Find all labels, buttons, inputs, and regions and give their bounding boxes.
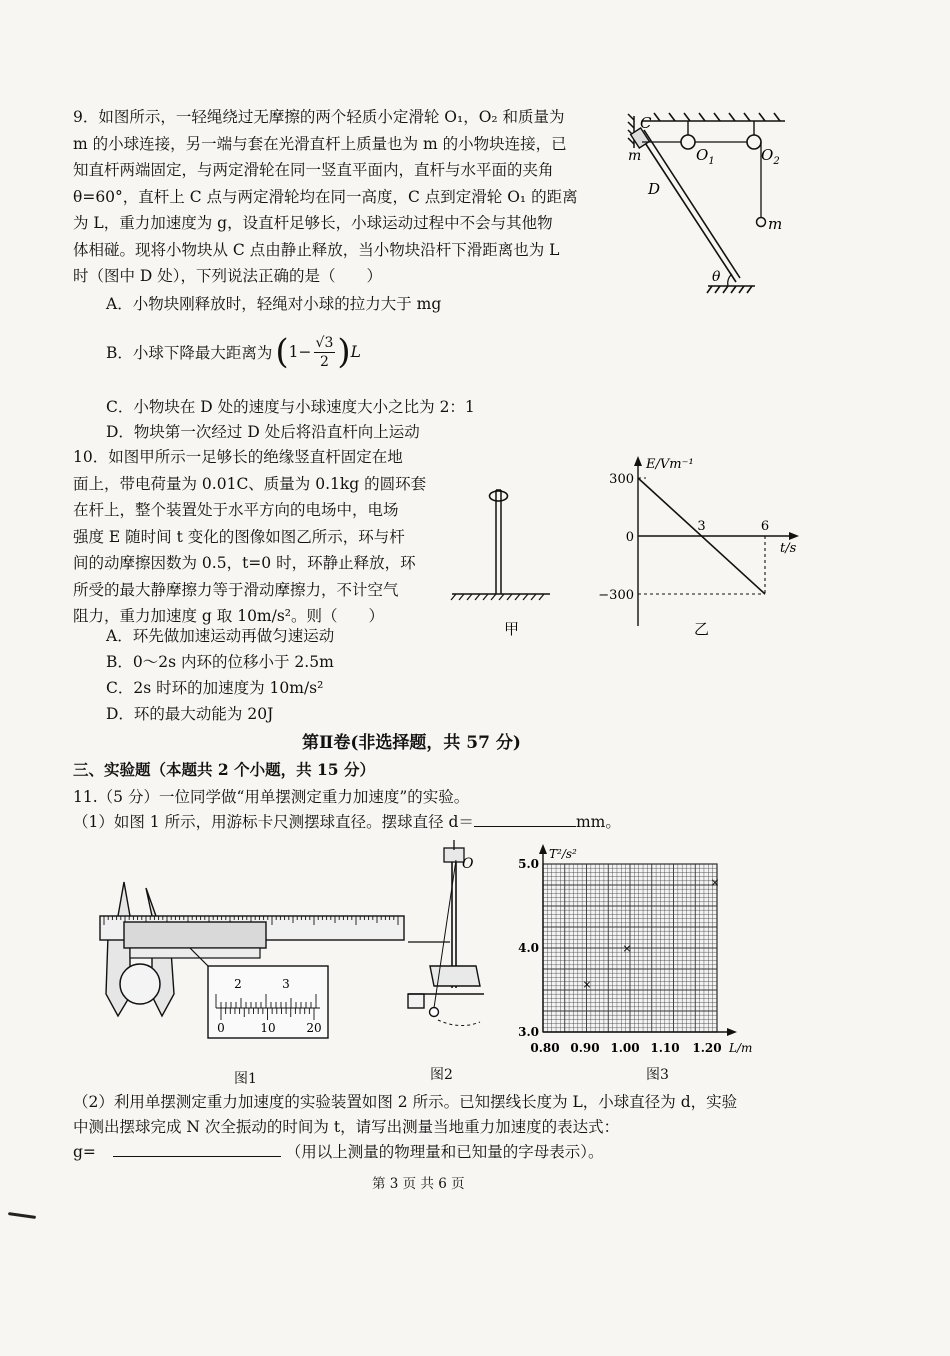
ring bbox=[490, 491, 508, 501]
label-o: O bbox=[462, 856, 474, 872]
ytick-label: 0 bbox=[625, 530, 634, 545]
xtick-label: 6 bbox=[760, 519, 770, 534]
q10-fig-jia bbox=[450, 462, 560, 642]
q10-line: 所受的最大静摩擦力等于滑动摩擦力，不计空气 bbox=[73, 580, 399, 599]
q10-option-a: A．环先做加速运动再做匀速运动 bbox=[106, 627, 335, 645]
y-axis-arrow bbox=[634, 456, 642, 466]
q9-option-b-fraction bbox=[314, 334, 336, 371]
q10-fig-yi-chart bbox=[590, 448, 810, 648]
q9-option-d: D．物块第一次经过 D 处后将沿直杆向上运动 bbox=[106, 423, 420, 441]
xtick-label: 1.10 bbox=[650, 1041, 680, 1055]
q9-option-b-suffix: L bbox=[350, 343, 361, 361]
q10-line: 阻力，重力加速度 g 取 10m/s²。则（ ） bbox=[73, 607, 385, 625]
ytick-label: 4.0 bbox=[518, 941, 539, 955]
q11-part1-text: （1）如图 1 所示，用游标卡尺测摆球直径。摆球直径 d＝ bbox=[73, 813, 474, 831]
ytick-label: −300 bbox=[598, 588, 634, 603]
hanging-ball bbox=[757, 218, 766, 227]
xtick-label: 3 bbox=[697, 519, 706, 534]
q11-part1 bbox=[73, 810, 621, 832]
q10-line: 面上，带电荷量为 0.01C、质量为 0.1kg 的圆环套 bbox=[73, 474, 427, 493]
q9-line: 9．如图所示，一轻绳绕过无摩擦的两个轻质小定滑轮 O₁，O₂ 和质量为 bbox=[73, 108, 565, 126]
q9-option-b-num: √3 bbox=[315, 334, 334, 351]
label-o1: $O_1$ bbox=[696, 146, 715, 167]
q9-text bbox=[73, 104, 613, 290]
q9-line: 知直杆两端固定，与两定滑轮在同一竖直平面内，直杆与水平面的夹角 bbox=[73, 161, 554, 179]
scan-mark bbox=[8, 1212, 36, 1219]
ground bbox=[707, 286, 755, 293]
zoom-vernier-label: 20 bbox=[306, 1021, 322, 1035]
q10-option-c: C．2s 时环的加速度为 10m/s² bbox=[106, 679, 324, 697]
g-suffix: （用以上测量的物理量和已知量的字母表示）。 bbox=[285, 1143, 604, 1161]
label-m-block: m bbox=[628, 148, 642, 164]
xtick-label: 1.20 bbox=[692, 1041, 722, 1055]
q11-part2-line1: （2）利用单摆测定重力加速度的实验装置如图 2 所示。已知摆线长度为 L，小球直径为 d，实验 bbox=[73, 1093, 738, 1111]
q9-option-b-prefix: B．小球下降最大距离为 bbox=[106, 344, 273, 362]
answer-blank-g[interactable] bbox=[113, 1156, 281, 1157]
q10-option-b: B．0～2s 内环的位移小于 2.5m bbox=[106, 653, 334, 671]
q9-option-a: A．小物块刚释放时，轻绳对小球的拉力大于 mg bbox=[106, 295, 442, 313]
q9-line: m 的小球连接，另一端与套在光滑直杆上质量也为 m 的小物块连接，已 bbox=[73, 134, 567, 153]
fig1-label: 图1 bbox=[234, 1071, 257, 1087]
label-c: C bbox=[640, 114, 652, 132]
g-label: g= bbox=[73, 1143, 96, 1161]
xlabel: t/s bbox=[780, 541, 797, 556]
data-point: × bbox=[582, 978, 592, 991]
q11-part2-answer bbox=[73, 1140, 604, 1162]
q9-line: 时（图中 D 处），下列说法正确的是（ ） bbox=[73, 267, 383, 285]
fig3-graph bbox=[505, 838, 775, 1058]
ytick-label: 300 bbox=[609, 472, 634, 487]
y-axis-arrow bbox=[539, 844, 547, 854]
q10-option-d: D．环的最大动能为 20J bbox=[106, 705, 274, 723]
label-o2: $O_2$ bbox=[761, 146, 780, 167]
caliper-vernier bbox=[124, 922, 266, 948]
pulley-o2 bbox=[747, 135, 761, 149]
q9-option-c: C．小物块在 D 处的速度与小球速度大小之比为 2：1 bbox=[106, 398, 475, 416]
q9-line: θ=60°，直杆上 C 点与两定滑轮均在同一高度，C 点到定滑轮 O₁ 的距离 bbox=[73, 187, 578, 206]
q11-intro: 11.（5 分）一位同学做“用单摆测定重力加速度”的实验。 bbox=[73, 788, 470, 806]
q9-line: 为 L，重力加速度为 g，设直杆足够长，小球运动过程中不会与其他物 bbox=[73, 214, 553, 232]
q9-option-b-one: 1− bbox=[288, 343, 312, 361]
zoom-vernier-label: 10 bbox=[260, 1021, 276, 1035]
left-wall bbox=[628, 114, 634, 148]
section-title: 第Ⅱ卷(非选择题，共 57 分) bbox=[302, 733, 521, 753]
fig3-label: 图3 bbox=[646, 1067, 669, 1083]
label-theta: θ bbox=[712, 269, 721, 285]
ylabel: T²/s² bbox=[549, 847, 577, 861]
q9-line: 体相碰。现将小物块从 C 点由静止释放，当小物块沿杆下滑距离也为 L bbox=[73, 240, 560, 259]
pendulum-bob bbox=[430, 1008, 439, 1017]
q9-option-b: B．小球下降最大距离为 ( 1− $\frac{√3}{2}$ ) L bbox=[106, 332, 361, 372]
zoom-main-label: 2 bbox=[234, 977, 242, 991]
q10-text bbox=[73, 444, 453, 630]
swing-arc bbox=[438, 1020, 480, 1026]
section-heading: 三、实验题（本题共 2 个小题，共 15 分） bbox=[73, 760, 375, 779]
zoom-main-label: 3 bbox=[282, 977, 290, 991]
ytick-label: 5.0 bbox=[518, 857, 539, 871]
label-d: D bbox=[648, 180, 661, 198]
xtick-label: 1.00 bbox=[610, 1041, 640, 1055]
xlabel: L/m bbox=[729, 1041, 753, 1055]
data-point: × bbox=[622, 942, 632, 955]
q10-line: 强度 E 随时间 t 变化的图像如图乙所示，环与杆 bbox=[73, 527, 405, 546]
x-axis-arrow bbox=[727, 1028, 737, 1036]
q10-line: 在杆上，整个装置处于水平方向的电场中，电场 bbox=[73, 501, 399, 519]
ceiling bbox=[642, 113, 785, 121]
q9-figure bbox=[620, 108, 790, 298]
q10-line: 10．如图甲所示一足够长的绝缘竖直杆固定在地 bbox=[73, 448, 403, 466]
fig-jia-label: 甲 bbox=[504, 620, 520, 638]
clamp bbox=[444, 848, 464, 862]
xtick-label: 0.80 bbox=[530, 1041, 560, 1055]
slanted-rod bbox=[638, 130, 740, 282]
x-axis-arrow bbox=[789, 532, 799, 540]
answer-blank-d[interactable] bbox=[474, 826, 576, 827]
label-m-ball: m bbox=[768, 215, 783, 233]
fig2-pendulum bbox=[402, 838, 502, 1038]
q10-line: 间的动摩擦因数为 0.5，t=0 时，环静止释放，环 bbox=[73, 554, 416, 572]
q11-part1-unit: mm。 bbox=[575, 813, 621, 831]
ylabel: E/Vm⁻¹ bbox=[646, 457, 694, 472]
xtick-label: 0.90 bbox=[570, 1041, 600, 1055]
q11-part2-line2: 中测出摆球完成 N 次全振动的时间为 t，请写出测量当地重力加速度的表达式： bbox=[73, 1118, 620, 1136]
fig1-caliper bbox=[90, 876, 410, 1046]
pulley-o1 bbox=[681, 135, 695, 149]
ytick-label: 3.0 bbox=[518, 1025, 539, 1039]
fig2-label: 图2 bbox=[430, 1067, 453, 1083]
pendulum-ball bbox=[120, 964, 160, 1004]
q9-option-b-den: 2 bbox=[319, 353, 329, 370]
data-point: × bbox=[710, 876, 720, 889]
fig-yi-label: 乙 bbox=[694, 620, 710, 638]
zoom-vernier-label: 0 bbox=[217, 1021, 225, 1035]
page-footer: 第 3 页 共 6 页 bbox=[372, 1176, 465, 1192]
stand-base bbox=[408, 994, 424, 1008]
